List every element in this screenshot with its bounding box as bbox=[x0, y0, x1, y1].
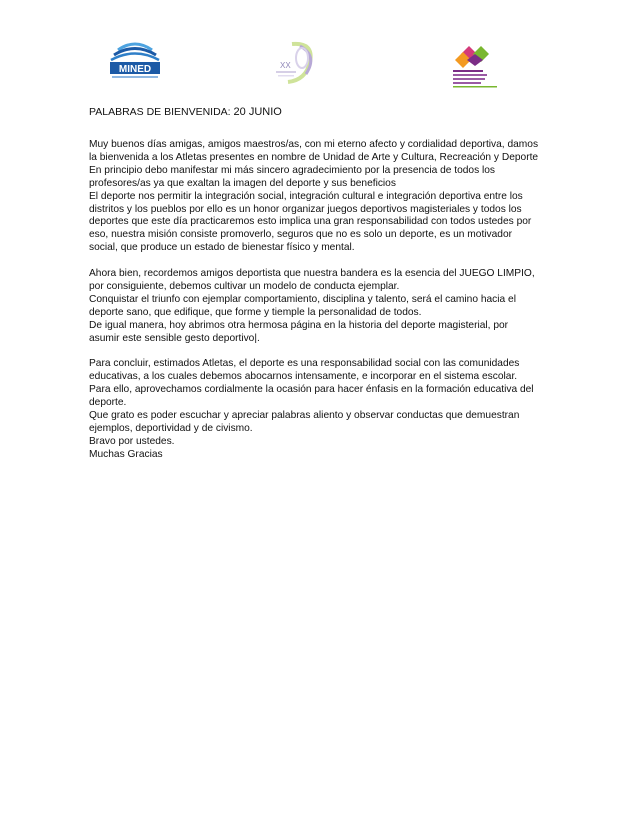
mined-logo-graphic bbox=[104, 36, 166, 82]
text-line: Bravo por ustedes. bbox=[89, 435, 175, 447]
text-line: ejemplos, deportividad y de civismo. bbox=[89, 422, 253, 434]
text-line: En principio debo manifestar mi más sincero agradecimiento por la presencia de todos los bbox=[89, 164, 496, 176]
svg-text:MINED: MINED bbox=[118, 64, 152, 75]
text-line: Conquistar el triunfo con ejemplar comportamiento, disciplina y talento, será el camino hacia el bbox=[89, 293, 516, 305]
text-line: asumir este sensible gesto deportivo|. bbox=[89, 332, 260, 344]
paragraph-2 bbox=[89, 268, 559, 345]
text-line: Muchas Gracias bbox=[89, 448, 163, 460]
paragraph-1 bbox=[89, 139, 559, 255]
xx-logo-graphic bbox=[266, 38, 326, 90]
speech-body bbox=[89, 139, 559, 475]
text-line: deportes que este día practicaremos esto implica una gran responsabilidad con todos ustedes por bbox=[89, 216, 532, 228]
text-line: Para concluir, estimados Atletas, el deporte es una responsabilidad social con las comunidades bbox=[89, 358, 520, 370]
title-date: 20 JUNIO bbox=[233, 106, 282, 118]
text-line: De igual manera, hoy abrimos otra hermosa página en la historia del deporte magisterial, por bbox=[89, 319, 509, 331]
text-line: Ahora bien, recordemos amigos deportista que nuestra bandera es la esencia del JUEGO LIMPIO, bbox=[89, 268, 535, 280]
xx-anniversary-logo bbox=[266, 38, 326, 90]
text-line: deporte sano, que edifique, que forme y tiemple la personalidad de todos. bbox=[89, 306, 422, 318]
paragraph-3 bbox=[89, 358, 559, 461]
text-line: Para ello, aprovechamos cordialmente la ocasión para hacer énfasis en la formación educativa del bbox=[89, 384, 534, 396]
text-line: distritos y los pueblos por ello es un honor organizar juegos deportivos magisteriales y todos los bbox=[89, 203, 522, 215]
mined-logo bbox=[104, 36, 166, 82]
text-line: educativas, a los cuales debemos abocarnos intensamente, e incorporar en el sistema escolar. bbox=[89, 371, 518, 383]
svg-text:XX: XX bbox=[280, 61, 291, 70]
text-line: El deporte nos permitir la integración social, integración cultural e integración deportiva entre los bbox=[89, 190, 523, 202]
text-line: por consiguiente, debemos cultivar un modelo de conducta ejemplar. bbox=[89, 280, 400, 292]
arte-logo-graphic bbox=[447, 44, 509, 90]
text-line: deporte. bbox=[89, 397, 127, 409]
text-line: la bienvenida a los Atletas presentes en nombre de Unidad de Arte y Cultura, Recreación y Deporte bbox=[89, 151, 539, 163]
text-line: Que grato es poder escuchar y apreciar palabras aliento y observar conductas que demuestran bbox=[89, 410, 520, 421]
text-line: social, que produce un estado de bienestar físico y mental. bbox=[89, 242, 355, 254]
arte-cultura-logo bbox=[447, 44, 509, 90]
title-label: PALABRAS DE BIENVENIDA: bbox=[89, 106, 231, 118]
text-line: eso, nuestra misión consiste promoverlo, seguros que no es solo un deporte, es un motivador bbox=[89, 229, 513, 241]
text-line: Muy buenos días amigas, amigos maestros/as, con mi eterno afecto y cordialidad deportiva, damos bbox=[89, 139, 539, 150]
speech-title bbox=[89, 106, 282, 118]
text-line: profesores/as ya que exaltan la imagen del deporte y sus beneficios bbox=[89, 177, 396, 189]
